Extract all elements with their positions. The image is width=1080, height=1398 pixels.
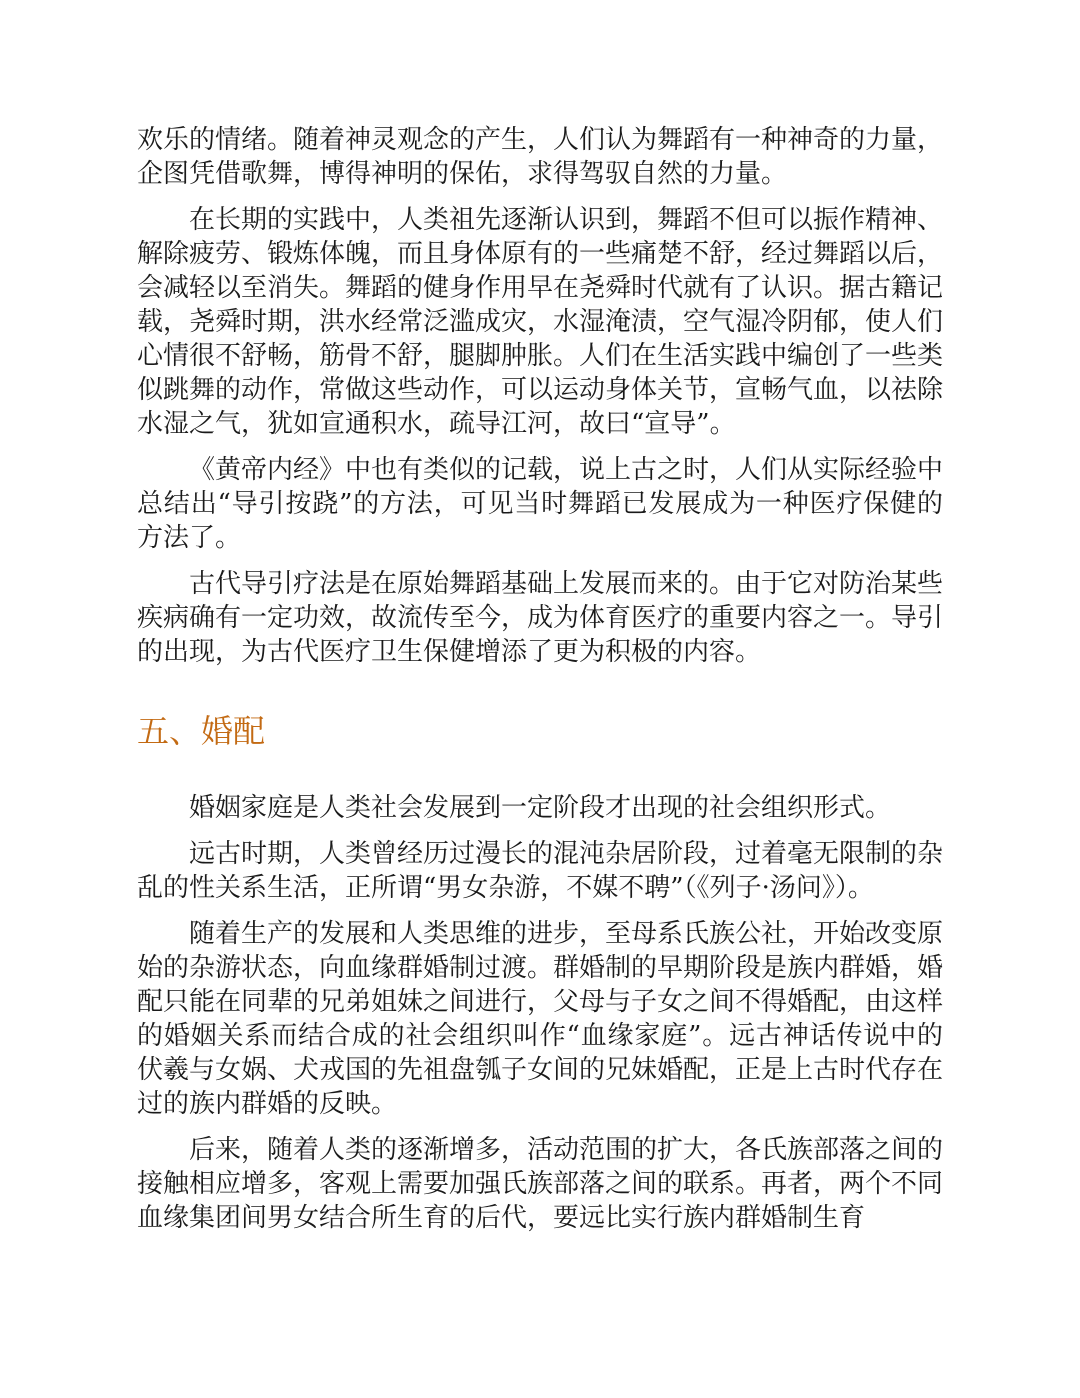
document-page (137, 123, 943, 1247)
paragraph-later-development: 后来，随着人类的逐渐增多，活动范围的扩大，各氏族部落之间的接触相应增多，客观上需要加强氏族部落之间的联系。再者，两个不同血缘集团间男女结合所生育的后代，要远比实行族内群婚制生育 (137, 1135, 944, 1233)
section-title: 五、婚配 (137, 712, 266, 750)
paragraph-group-marriage: 随着生产的发展和人类思维的进步，至母系氏族公社，开始改变原始的杂游状态，向血缘群婚制过渡。群婚制的早期阶段是族内群婚，婚配只能在同辈的兄弟姐妹之间进行，父母与子女之间不得婚配，由这样的婚姻关系而结合成的社会组织叫作“血缘家庭”。远古神话传说中的伏羲与女娲、犬戎国的先祖盘瓠子女间的兄妹婚配，正是上古时代存在过的族内群婚的反映。 (137, 919, 944, 1119)
paragraph-marriage-intro: 婚姻家庭是人类社会发展到一定阶段才出现的社会组织形式。 (189, 793, 892, 823)
paragraph-ancient-times: 远古时期，人类曾经历过漫长的混沌杂居阶段，过着毫无限制的杂乱的性关系生活，正所谓“男女杂游，不媒不聘”（《列子·汤问》）。 (137, 839, 944, 903)
paragraph-dance-health: 在长期的实践中，人类祖先逐渐认识到，舞蹈不但可以振作精神、解除疲劳、锻炼体魄，而且身体原有的一些痛楚不舒，经过舞蹈以后，会减轻以至消失。舞蹈的健身作用早在尧舜时代就有了认识。据古籍记载，尧舜时期，洪水经常泛滥成灾，水湿淹渍，空气湿冷阴郁，使人们心情很不舒畅，筋骨不舒，腿脚肿胀。人们在生活实践中编创了一些类似跳舞的动作，常做这些动作，可以运动身体关节，宣畅气血，以祛除水湿之气，犹如宣通积水，疏导江河，故曰“宣导”。 (137, 205, 944, 439)
paragraph-huangdi-neijing: 《黄帝内经》中也有类似的记载，说上古之时，人们从实际经验中总结出“导引按跷”的方法，可见当时舞蹈已发展成为一种医疗保健的方法了。 (137, 455, 944, 553)
paragraph-daoyin-therapy: 古代导引疗法是在原始舞蹈基础上发展而来的。由于它对防治某些疾病确有一定功效，故流传至今，成为体育医疗的重要内容之一。导引的出现，为古代医疗卫生保健增添了更为积极的内容。 (137, 569, 944, 667)
paragraph-continued: 欢乐的情绪。随着神灵观念的产生，人们认为舞蹈有一种神奇的力量，企图凭借歌舞，博得神明的保佑，求得驾驭自然的力量。 (137, 125, 944, 189)
